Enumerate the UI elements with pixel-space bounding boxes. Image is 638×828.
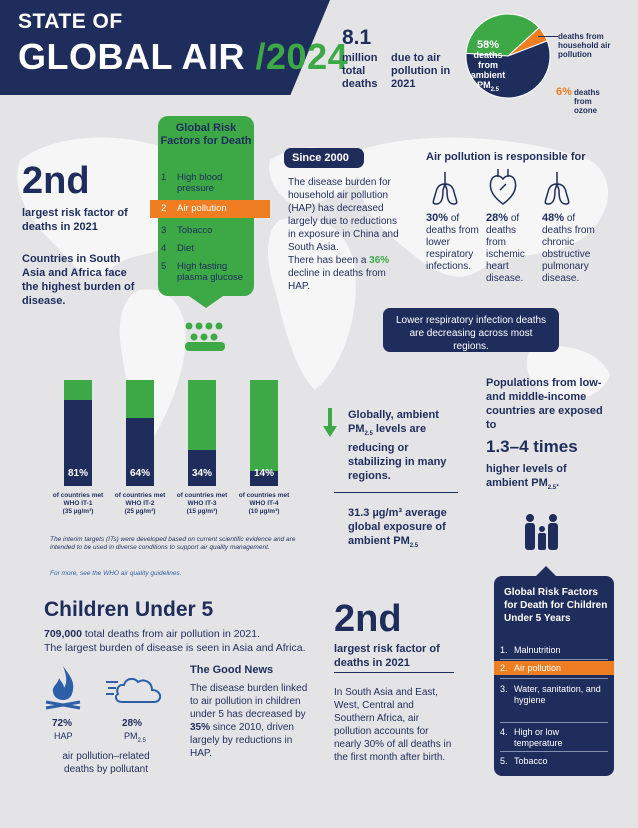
children-burden: The largest burden of disease is seen in Asia and Africa. [44, 642, 306, 654]
title-top: STATE OF [18, 10, 123, 33]
lungs-icon [540, 170, 574, 206]
child-risk-divider [500, 678, 608, 679]
risk-item-1: 1 High blood pressure [161, 172, 223, 194]
who-bar-2-caption: of countries met WHO IT-2 (25 µg/m³) [114, 492, 166, 515]
pm-label: $PM_{2.5}$ [124, 731, 146, 744]
child-risk-divider [500, 751, 608, 752]
who-note: The interim targets (ITs) were developed based on current scientific evidence and are intended to be used in diverse conditions to support air quality management. [50, 536, 296, 551]
fire-icon [42, 664, 84, 710]
title-year: 2024 [266, 36, 349, 77]
who-bar-4-pct: 14% [253, 468, 274, 479]
pie-callout-household: deaths from household air pollution [558, 32, 611, 59]
populations-text: Populations from low- and middle-income countries are exposed to [486, 377, 603, 431]
risk-factors-title: Global Risk Factors for Death [160, 122, 252, 147]
total-deaths-label: million total deaths [342, 52, 378, 90]
child-risk-item-3: 3. Water, sanitation, and hygiene [500, 684, 601, 705]
since-2000-paragraph: The disease burden for household air pollution (HAP) has decreased largely due to reductions in exposure in China and South Asia. [288, 177, 399, 253]
populations-range: 1.3–4 times [486, 437, 578, 456]
pie-callout-ozone: deaths from ozone [574, 88, 600, 115]
populations-text-2: higher levels of ambient $PM_{2.5}$. [486, 463, 567, 492]
responsible-heading: Air pollution is responsible for [426, 151, 586, 163]
who-bar-1-pct: 81% [67, 468, 88, 479]
risk-item-4: 4 Diet [161, 243, 194, 254]
since-2000-decline: There has been a 36% decline in deaths from HAP. [288, 255, 390, 292]
pm-cloud-icon [104, 672, 164, 708]
child-risk-item-5: 5. Tobacco [500, 756, 548, 766]
by-pollutant-caption: air pollution–related deaths by pollutant [62, 751, 150, 775]
child-risk-title: Global Risk Factors for Death for Children Under 5 Years [504, 587, 608, 624]
second-right-divider [334, 672, 454, 673]
second-rank-left-desc: largest risk factor of deaths in 2021 [22, 207, 128, 233]
people-group-icon [180, 320, 230, 354]
child-card-pointer [536, 566, 556, 576]
good-news-text: The disease burden linked to air pollution in children under 5 has decreased by 35% since 2010, driven largely by reductions in HAP. [190, 683, 308, 759]
responsible-item-3: 48% of deaths from chronic obstructive pulmonary disease. [542, 212, 595, 284]
child-risk-divider [500, 722, 608, 723]
total-deaths-value: 8.1 [342, 26, 372, 49]
who-bar-3-pct: 34% [191, 468, 212, 479]
since-2000-heading: Since 2000 [284, 148, 364, 168]
who-bar-2-pct: 64% [129, 468, 150, 479]
risk-item-3: 3 Tobacco [161, 225, 213, 236]
child-risk-divider [500, 659, 608, 660]
risk-card-pointer [186, 294, 226, 308]
who-bar-4-caption: of countries met WHO IT-4 (10 µg/m³) [238, 492, 290, 515]
hap-label: HAP [54, 731, 73, 741]
heart-icon [486, 166, 520, 206]
who-guidelines-link[interactable]: For more, see the WHO air quality guidelines. [50, 570, 182, 577]
children-heading: Children Under 5 [44, 598, 214, 621]
down-arrow-icon [322, 408, 338, 438]
good-news-heading: The Good News [190, 664, 274, 676]
hap-pct: 72% [52, 718, 73, 729]
responsible-item-2: 28% of deaths from ischemic heart disease. [486, 212, 525, 284]
lungs-icon [428, 170, 462, 206]
children-total: 709,000 total deaths from air pollution in 2021. [44, 628, 260, 640]
average-exposure: 31.3 µg/m³ average global exposure of ambient $PM_{2.5}$ [348, 507, 447, 550]
total-deaths-cause: due to air pollution in 2021 [391, 52, 451, 90]
pie-label-household-pct: 38% [517, 52, 540, 64]
second-rank-right-desc: largest risk factor of deaths in 2021 [334, 643, 440, 669]
second-rank-right-para: In South Asia and East, West, Central and Southern Africa, air pollution accounts for nearly 30% of all deaths in the first month after birth. [334, 687, 452, 763]
family-icon [522, 512, 562, 552]
risk-item-2: 2 Air pollution [161, 203, 227, 214]
pie-callout-line-household [538, 36, 558, 37]
second-rank-right: 2nd [334, 598, 402, 640]
lri-banner: Lower respiratory infection deaths are decreasing across most regions. [383, 308, 559, 352]
ambient-levels-text: Globally, ambient $PM_{2.5}$ levels are reducing or stabilizing in many regions. [348, 409, 447, 483]
responsible-item-1: 30% of deaths from lower respiratory infections. [426, 212, 479, 272]
risk-item-5: 5 High fasting plasma glucose [161, 261, 244, 283]
child-risk-item-4: 4. High or low temperature [500, 727, 563, 748]
child-risk-item-1: 1. Malnutrition [500, 645, 561, 655]
page-title: GLOBAL AIR /2024 [18, 36, 349, 77]
burden-statement: Countries in South Asia and Africa face the highest burden of disease. [22, 253, 135, 307]
who-bar-1-caption: of countries met WHO IT-1 (35 µg/m³) [52, 492, 104, 515]
who-bar-3-caption: of countries met WHO IT-3 (15 µg/m³) [176, 492, 228, 515]
second-rank-left: 2nd [22, 160, 90, 202]
child-risk-item-2: 2. Air pollution [500, 663, 562, 673]
pie-label-ozone-pct: 6% [556, 86, 572, 98]
pie-label-ambient: 58% deaths from ambient $PM_{2.5}$ [470, 39, 506, 93]
ambient-divider [334, 492, 458, 493]
pm-pct: 28% [122, 718, 143, 729]
